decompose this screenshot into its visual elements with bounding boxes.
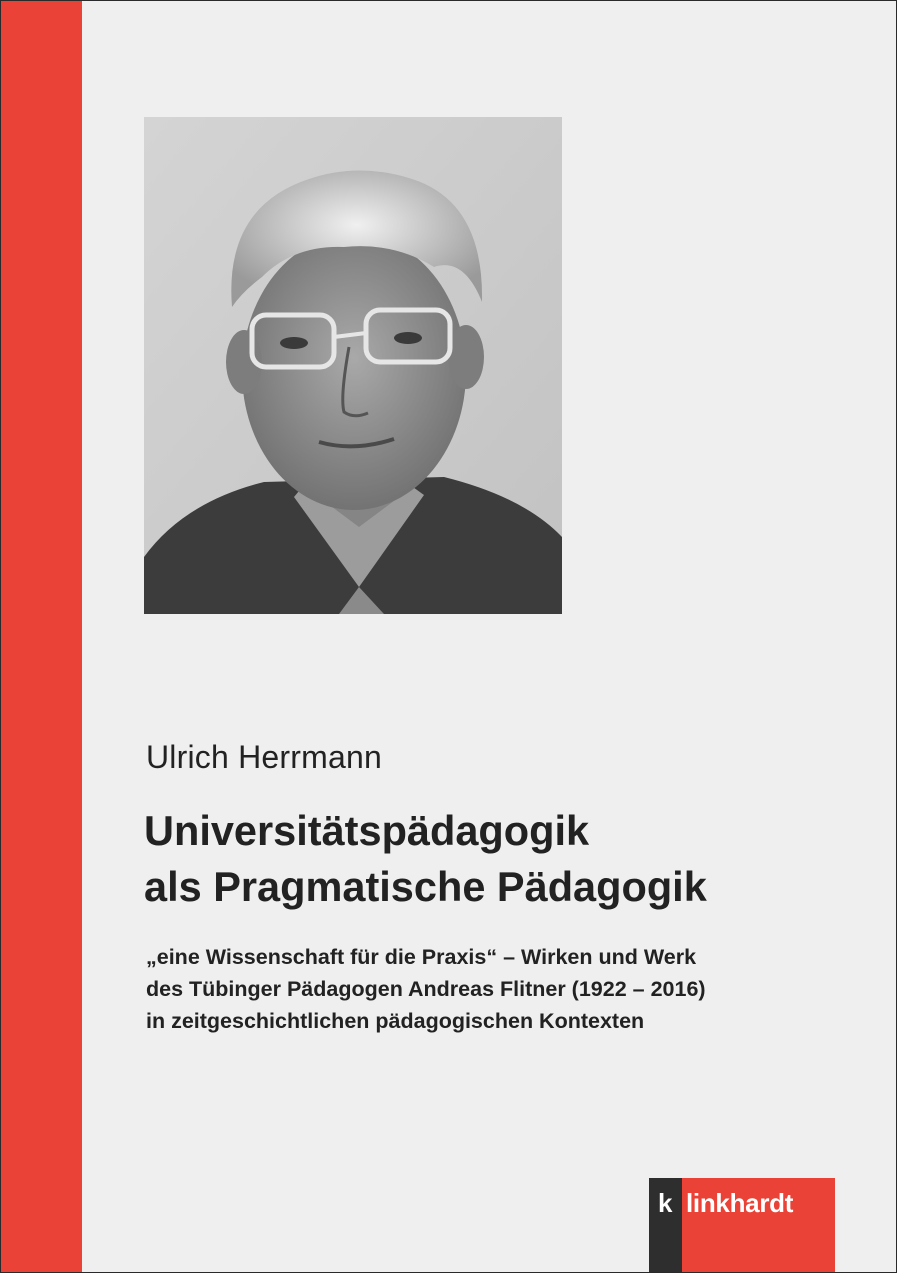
book-subtitle	[146, 941, 706, 1037]
book-subtitle-line-3: in zeitgeschichtlichen pädagogischen Kontexten	[146, 1009, 645, 1033]
book-subtitle-line-1: „eine Wissenschaft für die Praxis“ – Wirken und Werk	[146, 945, 697, 969]
book-title	[144, 803, 707, 915]
book-subtitle-line-2: des Tübinger Pädagogen Andreas Flitner (1922 – 2016)	[146, 977, 706, 1001]
author-portrait-photo	[144, 117, 562, 614]
author-name: Ulrich Herrmann	[146, 739, 382, 775]
red-side-band	[1, 1, 82, 1272]
portrait-icon	[144, 117, 562, 614]
book-title-line-1: Universitätspädagogik	[144, 807, 590, 854]
publisher-name: linkhardt	[686, 1188, 794, 1218]
book-title-line-2: als Pragmatische Pädagogik	[144, 863, 707, 910]
publisher-logo	[649, 1178, 835, 1272]
publisher-logo-mark	[649, 1178, 682, 1272]
publisher-logo-k: k	[658, 1188, 673, 1218]
